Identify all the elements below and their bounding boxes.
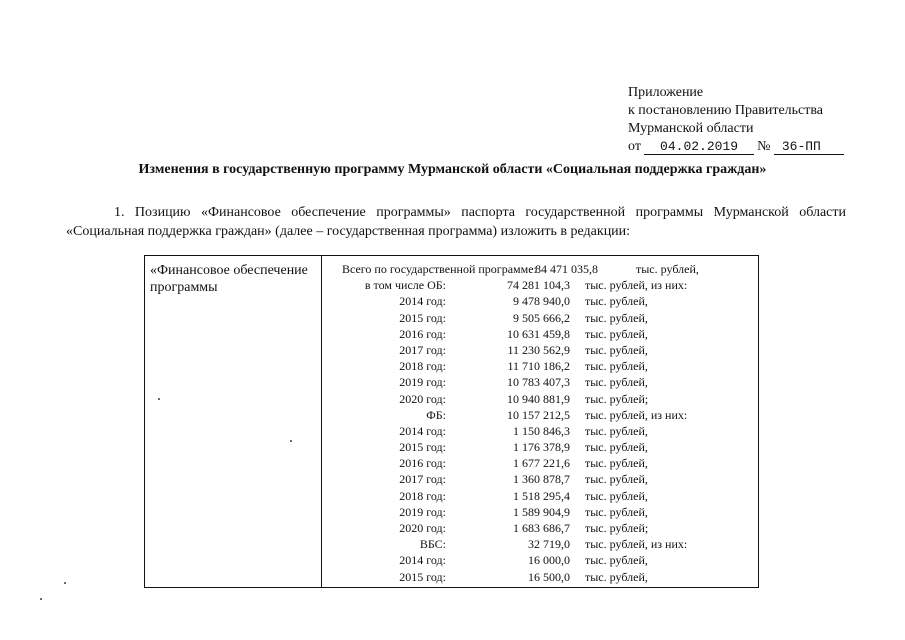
appendix-header xyxy=(628,84,844,156)
table-row xyxy=(322,293,758,309)
appendix-number-label: № xyxy=(757,139,771,154)
row-value: 32 719,0 xyxy=(528,537,570,552)
table-row xyxy=(322,407,758,423)
row-label: 2016 год: xyxy=(399,326,446,341)
row-unit: тыс. рублей, xyxy=(585,472,648,487)
row-unit: тыс. рублей; xyxy=(585,391,649,406)
row-label: 2019 год: xyxy=(399,504,446,519)
table-row xyxy=(322,504,758,520)
row-label: ФБ: xyxy=(426,407,446,422)
row-unit: тыс. рублей, xyxy=(585,553,648,568)
table-row xyxy=(322,488,758,504)
row-value: 16 000,0 xyxy=(528,553,570,568)
row-value: 1 360 878,7 xyxy=(513,472,570,487)
scan-speck xyxy=(158,398,160,400)
appendix-label: Приложение xyxy=(628,85,704,100)
table-row xyxy=(322,536,758,552)
appendix-decree-label: к постановлению Правительства xyxy=(628,103,824,118)
row-value: 1 677 221,6 xyxy=(513,456,570,471)
table-row xyxy=(322,261,758,277)
row-unit: тыс. рублей, xyxy=(585,423,648,438)
amendment-paragraph xyxy=(66,203,846,241)
row-unit: тыс. рублей, из них: xyxy=(585,278,688,293)
paragraph-line-1: 1. Позицию «Финансовое обеспечение программы» паспорта государственной программы Мурманской области xyxy=(114,205,846,220)
row-label: в том числе ОБ: xyxy=(364,278,446,293)
table-row xyxy=(322,326,758,342)
row-unit: тыс. рублей, из них: xyxy=(585,537,688,552)
row-label: 2020 год: xyxy=(399,391,446,406)
row-unit: тыс. рублей, xyxy=(585,440,648,455)
row-label: 2016 год: xyxy=(399,456,446,471)
row-value: 1 683 686,7 xyxy=(513,521,570,535)
row-value: 1 518 295,4 xyxy=(513,488,570,503)
row-unit: тыс. рублей, xyxy=(585,326,648,341)
table-row xyxy=(322,374,758,390)
table-row xyxy=(322,310,758,326)
row-unit: тыс. рублей, из них: xyxy=(585,407,688,422)
row-unit: тыс. рублей, xyxy=(585,359,648,374)
scan-speck xyxy=(64,582,66,584)
row-label: 2015 год: xyxy=(399,569,446,584)
table-row xyxy=(322,455,758,471)
table-row xyxy=(322,520,758,536)
row-value: 9 505 666,2 xyxy=(513,310,570,325)
paragraph-line-2: «Социальная поддержка граждан» (далее – государственная программа) изложить в редакции: xyxy=(66,224,631,239)
row-unit: тыс. рублей, xyxy=(585,488,648,503)
table-rows xyxy=(322,261,758,585)
row-value: 1 589 904,9 xyxy=(513,504,570,519)
left-cell-line-2: программы xyxy=(150,280,218,295)
row-label: ВБС: xyxy=(419,537,446,552)
row-label: 2014 год: xyxy=(399,423,446,438)
row-unit: тыс. рублей, xyxy=(585,569,648,584)
row-label: 2014 год: xyxy=(399,294,446,309)
row-value: 9 478 940,0 xyxy=(513,294,570,309)
row-label: Всего по государственной программе: xyxy=(342,262,537,276)
row-value: 1 150 846,3 xyxy=(513,423,570,438)
table-row xyxy=(322,552,758,568)
scan-speck xyxy=(290,440,292,442)
row-unit: тыс. рублей; xyxy=(585,521,649,535)
row-label: 2020 год: xyxy=(399,521,446,535)
row-value: 84 471 035,8 xyxy=(535,262,598,276)
appendix-date: 04.02.2019 xyxy=(644,140,753,155)
row-value: 1 176 378,9 xyxy=(513,440,570,455)
row-label: 2014 год: xyxy=(399,553,446,568)
document-title: Изменения в государственную программу Мурманской области «Социальная поддержка граждан» xyxy=(138,162,767,177)
appendix-number: 36-ПП xyxy=(774,140,844,155)
row-unit: тыс. рублей, xyxy=(585,342,648,357)
row-unit: тыс. рублей, xyxy=(585,310,648,325)
row-label: 2018 год: xyxy=(399,488,446,503)
table-row xyxy=(322,569,758,585)
appendix-region-label: Мурманской области xyxy=(628,121,754,136)
table-row xyxy=(322,342,758,358)
row-label: 2015 год: xyxy=(399,440,446,455)
row-unit: тыс. рублей, xyxy=(585,294,648,309)
table-row xyxy=(322,358,758,374)
row-unit: тыс. рублей, xyxy=(585,456,648,471)
scan-speck xyxy=(40,598,42,600)
row-value: 10 631 459,8 xyxy=(507,326,570,341)
table-left-cell xyxy=(150,262,320,296)
row-value: 10 157 212,5 xyxy=(507,407,570,422)
appendix-date-line xyxy=(628,138,844,156)
row-label: 2018 год: xyxy=(399,359,446,374)
row-unit: тыс. рублей, xyxy=(636,262,699,276)
row-unit: тыс. рублей, xyxy=(585,504,648,519)
row-value: 16 500,0 xyxy=(528,569,570,584)
row-label: 2015 год: xyxy=(399,310,446,325)
row-value: 10 783 407,3 xyxy=(507,375,570,390)
financing-table xyxy=(144,255,759,588)
table-row xyxy=(322,277,758,293)
row-value: 74 281 104,3 xyxy=(507,278,570,293)
table-row xyxy=(322,471,758,487)
left-cell-line-1: «Финансовое обеспечение xyxy=(150,263,308,278)
table-row xyxy=(322,391,758,407)
row-value: 10 940 881,9 xyxy=(507,391,570,406)
row-label: 2019 год: xyxy=(399,375,446,390)
row-unit: тыс. рублей, xyxy=(585,375,648,390)
table-row xyxy=(322,439,758,455)
row-label: 2017 год: xyxy=(399,472,446,487)
row-value: 11 710 186,2 xyxy=(507,359,570,374)
table-row xyxy=(322,423,758,439)
appendix-from-label: от xyxy=(628,139,641,154)
row-value: 11 230 562,9 xyxy=(507,342,570,357)
row-label: 2017 год: xyxy=(399,342,446,357)
